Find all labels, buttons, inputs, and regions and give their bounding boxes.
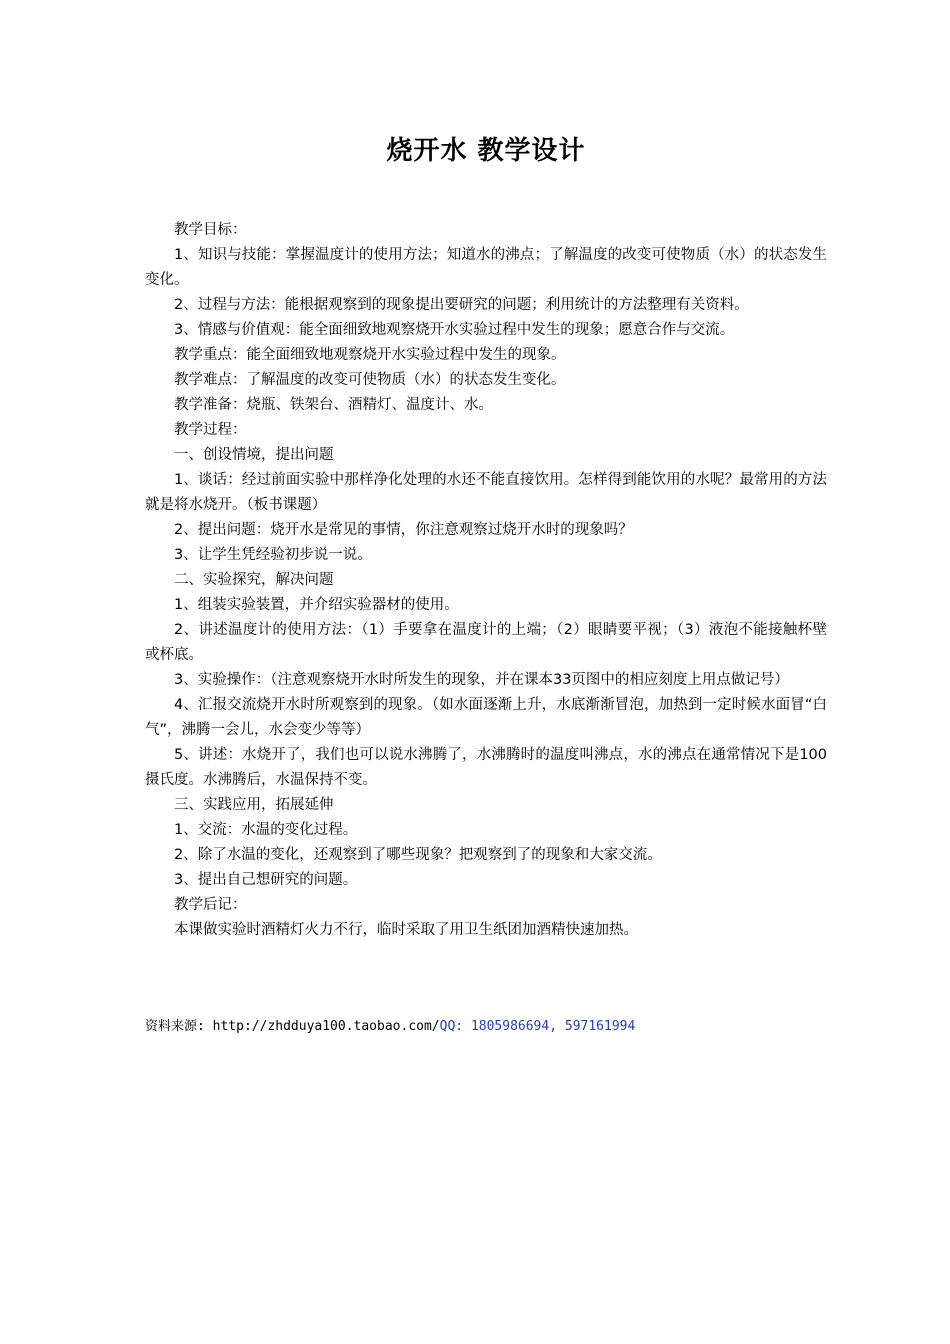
section-heading: 二、实验探究，解决问题 (174, 572, 334, 588)
paragraph: 教学后记： (174, 897, 247, 913)
section-heading: 三、实践应用，拓展延伸 (174, 797, 334, 813)
paragraph: 3、让学生凭经验初步说一说。 (174, 547, 372, 563)
paragraph: 教学准备：烧瓶、铁架台、酒精灯、温度计、水。 (174, 397, 493, 413)
paragraph: 本课做实验时酒精灯火力不行，临时采取了用卫生纸团加酒精快速加热。 (174, 922, 638, 938)
paragraph: 1、谈话：经过前面实验中那样净化处理的水还不能直接饮用。怎样得到能饮用的水呢？最常用的方法就是将水烧开。（板书课题） (145, 472, 827, 513)
paragraph: 2、除了水温的变化，还观察到了哪些现象？把观察到了的现象和大家交流。 (174, 847, 662, 863)
paragraph: 2、过程与方法：能根据观察到的现象提出要研究的问题；利用统计的方法整理有关资料。 (174, 297, 749, 313)
section-heading: 一、创设情境，提出问题 (174, 447, 334, 463)
paragraph: 3、实验操作：（注意观察烧开水时所发生的现象，并在课本33页图中的相应刻度上用点做记号） (174, 672, 789, 688)
paragraph: 5、讲述：水烧开了，我们也可以说水沸腾了，水沸腾时的温度叫沸点，水的沸点在通常情况下是100摄氏度。水沸腾后，水温保持不变。 (145, 747, 827, 788)
document-body (145, 218, 827, 943)
paragraph: 3、提出自己想研究的问题。 (174, 872, 358, 888)
paragraph: 教学过程： (174, 422, 247, 438)
paragraph: 2、提出问题：烧开水是常见的事情，你注意观察过烧开水时的现象吗？ (174, 522, 633, 538)
qq-contact: QQ: 1805986694, 597161994 (439, 1019, 636, 1034)
paragraph: 教学难点：了解温度的改变可使物质（水）的状态发生变化。 (174, 372, 566, 388)
paragraph: 教学重点：能全面细致地观察烧开水实验过程中发生的现象。 (174, 347, 566, 363)
paragraph: 4、汇报交流烧开水时所观察到的现象。（如水面逐渐上升，水底渐渐冒泡，加热到一定时候水面冒“白气”，沸腾一会儿，水会变少等等） (145, 697, 827, 738)
paragraph: 教学目标： (174, 222, 247, 238)
paragraph: 2、讲述温度计的使用方法：（1）手要拿在温度计的上端；（2）眼睛要平视；（3）液泡不能接触杯壁或杯底。 (145, 622, 827, 663)
source-footer (145, 1017, 827, 1037)
paragraph: 1、交流：水温的变化过程。 (174, 822, 358, 838)
paragraph: 3、情感与价值观：能全面细致地观察烧开水实验过程中发生的现象；愿意合作与交流。 (174, 322, 735, 338)
paragraph: 1、知识与技能：掌握温度计的使用方法；知道水的沸点；了解温度的改变可使物质（水）的状态发生变化。 (145, 247, 827, 288)
document-title: 烧开水 教学设计 (386, 136, 586, 166)
source-url-link[interactable]: 资料来源: http://zhdduya100.taobao.com/ (145, 1019, 440, 1034)
paragraph: 1、组装实验装置，并介绍实验器材的使用。 (174, 597, 459, 613)
